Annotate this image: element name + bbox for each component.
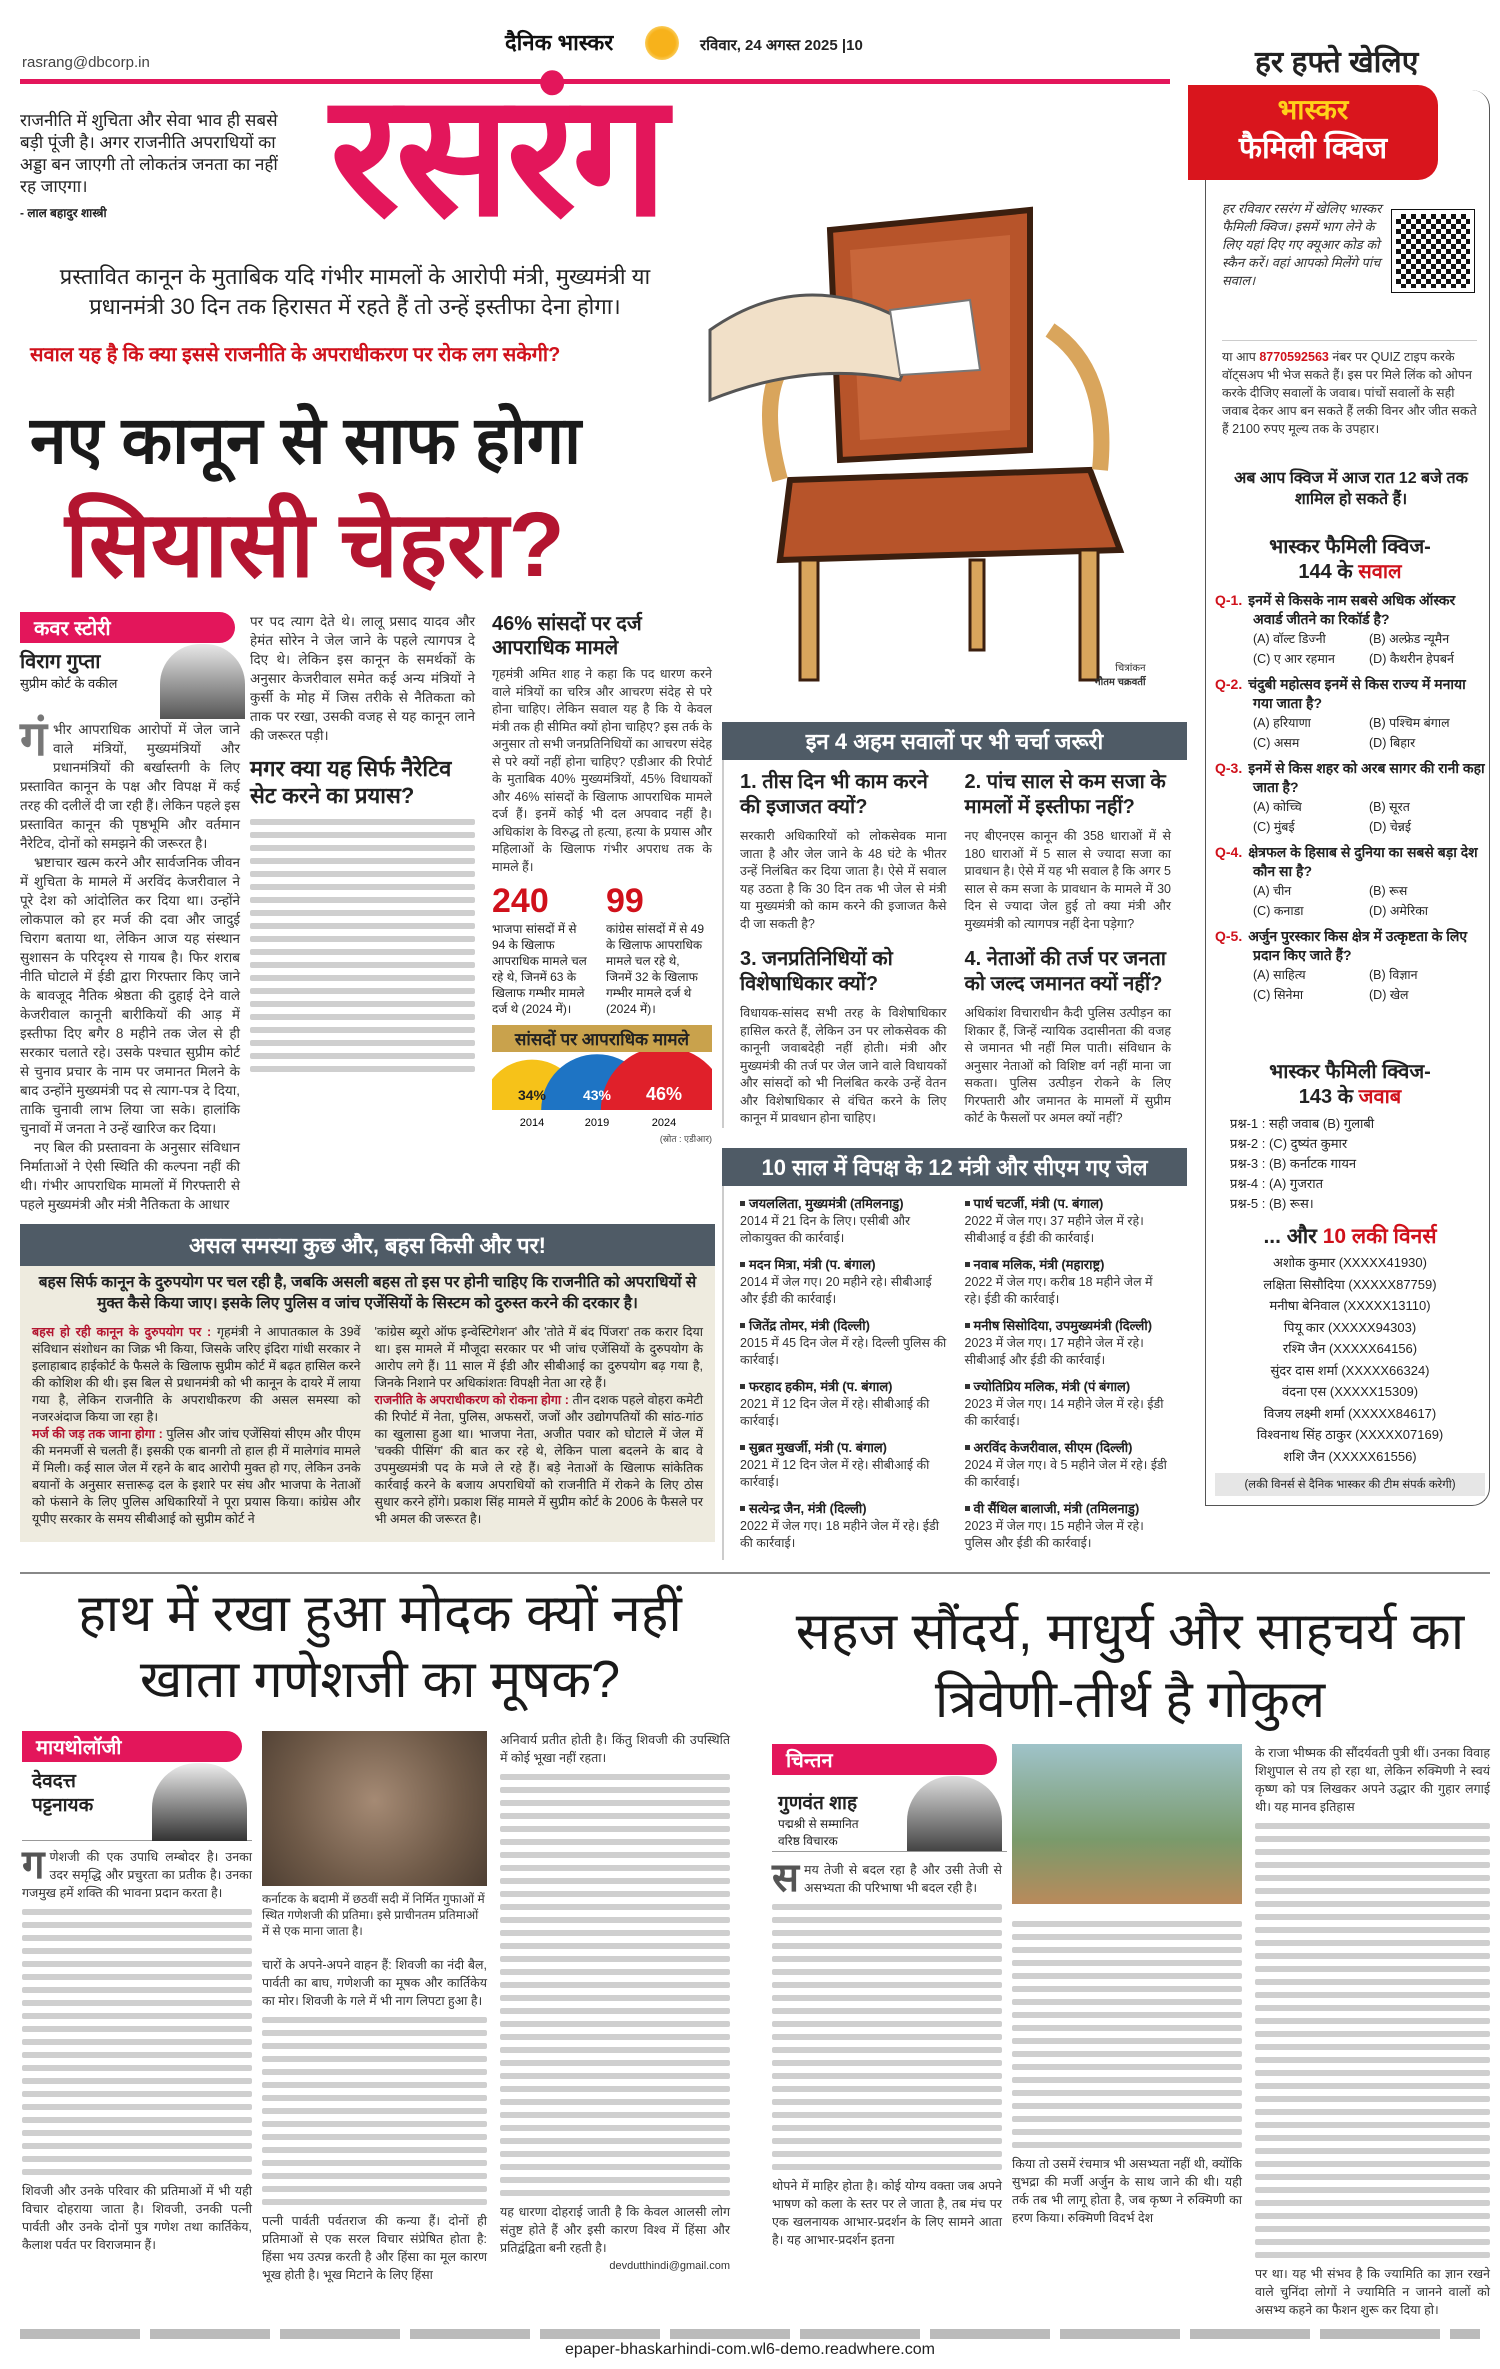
quiz-deadline: अब आप क्विज में आज रात 12 बजे तक शामिल हो सकते हैं। (1234, 470, 1468, 508)
author-photo (160, 644, 245, 719)
jailed-name: वी सैंथिल बालाजी, मंत्री (तमिलनाडु) (973, 1501, 1140, 1516)
jailed-detail: 2014 में 21 दिन के लिए। एसीबी और लोकायुक्त की कार्रवाई। (740, 1214, 911, 1245)
question-text (1215, 591, 1485, 629)
question-label: Q-3. (1215, 760, 1243, 776)
quiz-questions (1215, 535, 1485, 1005)
question-heading: 2. पांच साल से कम सजा के मामलों में इस्तीफा नहीं? (964, 771, 1166, 818)
bullet-icon (965, 1384, 970, 1389)
chart-value-label: 43% (582, 1087, 612, 1103)
quiz-option: (C) मुंबई (1253, 820, 1295, 834)
email-link[interactable]: rasrang@dbcorp.in (22, 54, 150, 71)
options (1215, 965, 1485, 1005)
author-sketch (907, 1776, 1002, 1851)
quiz-option: (B) अल्फ्रेड न्यूमैन (1369, 632, 1450, 646)
quiz-question (1215, 591, 1485, 669)
quiz-option: (C) कनाडा (1253, 904, 1304, 918)
paragraph: पुलिस और जांच एजेंसियां सीएम और पीएम की मनमर्जी से चलती हैं। इसकी एक बानगी तो हाल ही में मालेगांव मामले में मिली। कई साल जेल में रहने के बाद आरोपी मुक्त हो गए, लेकिन उनके बयानों के अनुसार सत्तारूढ़ दल के इशारे पर संघ और भाजपा के नेताओं को फंसाने के लिए पुलिस अधिकारियों ने पूरा प्रयास किया। कांग्रेस और यूपीए सरकार के समय सीबीआई को सुप्रीम कोर्ट ने (32, 1427, 361, 1526)
text: नंबर पर QUIZ टाइप करके वॉट्सअप भी भेज सकते हैं। इस पर मिले लिंक को ओपन करके दीजिए सवालों के जवाब। पांचों सवालों के सही जवाब देकर आप बन सकते हैं लकी विनर और जीत सकते हैं 2100 रुपए मूल्य तक के उपहार। (1222, 350, 1477, 436)
section-title: इन 4 अहम सवालों पर भी चर्चा जरूरी (722, 722, 1187, 760)
quiz-question (1215, 675, 1485, 753)
illustration-credit (1095, 660, 1146, 688)
quiz-option: (D) कैथरीन हेपबर्न (1369, 652, 1454, 666)
jailed-section (722, 1148, 1187, 1560)
quiz-option: (B) रूस (1369, 884, 1408, 898)
options (1215, 713, 1485, 753)
mythology-headline: हाथ में रखा हुआ मोदक क्यों नहीं खाता गणेशजी का मूषक? (78, 1585, 682, 1709)
paragraph: भीर आपराधिक आरोपों में जेल जाने वाले मंत्रियों, मुख्यमंत्रियों और प्रधानमंत्रियों की बर्खास्तगी के लिए प्रस्तावित कानून के पक्ष और विपक्ष में कई तरह की दलीलें दी जा रही हैं। लेकिन पहले इस प्रस्तावित कानून की पृष्ठभूमि और वर्तमान नैरेटिव, दोनों को समझने की जरूरत है। (20, 722, 240, 851)
drop-cap: ग (22, 1843, 45, 1887)
quiz-logo-line-1: भास्कर (1277, 94, 1349, 125)
chart-source: (स्रोत : एडीआर) (659, 1134, 712, 1144)
quiz-logo-line-2: फैमिली क्विज (1238, 132, 1388, 165)
bullet-icon (740, 1445, 745, 1450)
bullet-icon (740, 1262, 745, 1267)
quiz-answer: प्रश्न-2 : (C) दुष्यंत कुमार (1230, 1136, 1348, 1151)
cover-story-tag: कवर स्टोरी (20, 612, 235, 643)
question-label: Q-1. (1215, 592, 1243, 608)
jailed-detail: 2022 में जेल गए। 18 महीने जेल में रहे। ईडी की कार्रवाई। (740, 1519, 939, 1550)
cover-column-1 (20, 713, 240, 1214)
quiz-option: (A) हरियाणा (1253, 716, 1311, 730)
subheading: मगर क्या यह सिर्फ नैरेटिव सेट करने का प्रयास? (250, 756, 452, 808)
chintan-tag: चिन्तन (772, 1744, 997, 1775)
jailed-item (740, 1499, 947, 1552)
cover-intro: प्रस्तावित कानून के मुताबिक यदि गंभीर मामलों के आरोपी मंत्री, मुख्यमंत्री या प्रधानमंत्री 30 दिन तक हिरासत में रहते हैं तो उन्हें इस्तीफा देना होगा। (59, 264, 651, 319)
jailed-name: पार्थ चटर्जी, मंत्री (प. बंगाल) (973, 1196, 1104, 1211)
paragraph: यह धारणा दोहराई जाती है कि केवल आलसी लोग संतुष्ट होते हैं और इसी कारण विश्व में हिंसा और प्रतिद्वंद्विता बनी रहती है। (500, 2205, 730, 2255)
bullet-icon (740, 1384, 745, 1389)
stats-row (492, 882, 712, 1017)
author-name: देवदत्त पट्टनायक (32, 1771, 94, 1816)
author-sketch (152, 1763, 247, 1841)
paragraph: पर था। यह भी संभव है कि ज्यामिति का ज्ञान रखने वाले चुनिंदा लोगों ने ज्यामिति न जानने वालों को असभ्य कहने का फैशन शुरू कर दिया हो। (1255, 2267, 1490, 2317)
quiz-question (1215, 843, 1485, 921)
jailed-item (740, 1255, 947, 1308)
four-questions-section (722, 722, 1187, 1128)
mythology-col-3 (500, 1731, 730, 2275)
paragraph: अनिवार्य प्रतीत होती है। किंतु शिवजी की उपस्थिति में कोई भूखा नहीं रहता। (500, 1733, 730, 1765)
jailed-name: मनीष सिसोदिया, उपमुख्यमंत्री (दिल्ली) (973, 1318, 1153, 1333)
jailed-item (965, 1499, 1172, 1552)
section-divider (20, 1572, 1490, 1574)
jailed-name: सुब्रत मुखर्जी, मंत्री (प. बंगाल) (749, 1440, 887, 1455)
quiz-question (1215, 927, 1485, 1005)
quiz-title: भास्कर फैमिली क्विज- (1269, 536, 1431, 558)
mythology-col-1 (22, 1843, 252, 2254)
quote-author: - लाल बहादुर शास्त्री (20, 206, 107, 220)
jailed-name: ज्योतिप्रिय मलिक, मंत्री (पं बंगाल) (973, 1379, 1131, 1394)
author-title: सुप्रीम कोर्ट के वकील (20, 676, 118, 691)
stat-text: कांग्रेस सांसदों में से 49 के खिलाफ आपराधिक मामले चल रहे थे, जिनमें 32 के खिलाफ गम्भीर मामले दर्ज थे (2024 में)। (606, 922, 704, 1016)
qr-code[interactable] (1392, 210, 1474, 292)
author-email[interactable]: devdutthindi@gmail.com (609, 2260, 730, 2272)
question-item (740, 770, 947, 933)
box-lead: बहस सिर्फ कानून के दुरुपयोग पर चल रही है, जबकि असली बहस तो इस पर होनी चाहिए कि राजनीति को अपराधियों से मुक्त कैसे किया जाए। इसके लिए पुलिस व जांच एजेंसियों के सिस्टम को दुरुस्त करने की दरकार है। (38, 1274, 697, 1312)
quiz-number: 144 के (1298, 561, 1353, 583)
options (1215, 797, 1485, 837)
paragraph: के राजा भीष्मक की सौंदर्यवती पुत्री थीं। उनका विवाह शिशुपाल से तय हो रहा था, लेकिन रुक्मिणी ने स्वयं कृष्ण को पत्र लिखकर अपने उद्धार की गुहार लगाई थी। यह मानव इतिहास (1255, 1746, 1490, 1814)
mythology-col-2 (262, 1956, 487, 2284)
quiz-option: (C) ए आर रहमान (1253, 652, 1335, 666)
jailed-detail: 2021 में 12 दिन जेल में रहे। सीबीआई की कार्रवाई। (740, 1397, 930, 1428)
quiz-title-red: सवाल (1358, 561, 1402, 583)
bullet-icon (965, 1323, 970, 1328)
paragraph: नए बिल की प्रस्तावना के अनुसार संविधान निर्माताओं ने ऐसी स्थिति की कल्पना नहीं की थी। गंभीर आपराधिक मामलों में गिरफ्तारी से पहले मुख्यमंत्री और मंत्री नैतिकता के आधार (20, 1140, 240, 1212)
question-text (1215, 927, 1485, 965)
quiz-logo (1188, 85, 1438, 180)
credit-label: चित्रांकन (1115, 663, 1146, 674)
paragraph: गृहमंत्री ने आपातकाल के 39वें संविधान संशोधन का जिक्र भी किया, जिसके जरिए इंदिरा गांधी सरकार ने इलाहाबाद हाईकोर्ट के फैसले के खिलाफ सुप्रीम कोर्ट में बढ़त हासिल करने की कोशिश की थी। इस बिल से प्रधानमंत्री को भी कानून के दायरे में लाया गया है, लेकिन राजनीति के अपराधीकरण की असल समस्या को नजरअंदाज किया जा रहा है। (32, 1325, 361, 1424)
question-body: विधायक-सांसद सभी तरह के विशेषाधिकार हासिल करते हैं, लेकिन उन पर लोकसेवक की कानूनी जवाबदेही नहीं होती। मंत्री और मुख्यमंत्री की तर्ज पर जेल जाने वाले विधायकों और सांसदों को भी निलंबित करके उन्हें वेतन और विशेषाधिकार से वंचित करने के लिए कानून में प्रावधान होना चाहिए। (740, 1006, 947, 1125)
section-title: 10 साल में विपक्ष के 12 मंत्री और सीएम गए जेल (722, 1148, 1187, 1186)
bullet-icon (740, 1323, 745, 1328)
chair-illustration (690, 200, 1190, 710)
cover-column-2 (250, 612, 475, 1079)
question-text (1215, 675, 1485, 713)
stat-text: भाजपा सांसदों में से 94 के खिलाफ आपराधिक मामले चल रहे थे, जिनमें 63 के खिलाफ गम्भीर मामले दर्ज थे (2024 में)। (492, 922, 587, 1016)
credit-name: गौतम चक्रवर्ती (1095, 677, 1146, 688)
jailed-item (965, 1377, 1172, 1430)
answers-title-red: जवाब (1358, 1086, 1402, 1108)
quiz-phone-number[interactable]: 8770592563 (1259, 350, 1329, 364)
jailed-name: सत्येन्द्र जैन, मंत्री (दिल्ली) (749, 1501, 867, 1516)
winner-name: मनीषा बेनिवाल (XXXXX13110) (1269, 1298, 1431, 1313)
jailed-item (965, 1255, 1172, 1308)
chart-year-label: 2014 (519, 1117, 545, 1129)
paragraph: गृहमंत्री अमित शाह ने कहा कि पद धारण करने वाले मंत्रियों का चरित्र और आचरण संदेह से परे होना चाहिए। लेकिन सवाल यह है कि ये केवल मंत्री तक ही सीमित क्यों होना चाहिए? इस तर्क के अनुसार तो सभी जनप्रतिनिधियों का आचरण संदेह से परे क्यों नहीं होना चाहिए? एडीआर की रिपोर्ट के मुताबिक 40% मुख्यमंत्रियों, 45% विधायकों और 46% सांसदों के खिलाफ आपराधिक मामले दर्ज हैं। इनमें कोई भी दल अपवाद नहीं है। अधिकांश के विरुद्ध तो हत्या, हत्या के प्रयास और महिलाओं के खिलाफ गंभीर अपराध तक के मामले हैं। (492, 667, 712, 874)
quiz-question (1215, 759, 1485, 837)
quiz-answer: प्रश्न-5 : (B) रूस। (1230, 1196, 1314, 1211)
para-head: बहस हो रही कानून के दुरुपयोग पर : (32, 1325, 212, 1339)
winners-footer: (लकी विनर्स से दैनिक भास्कर की टीम संपर्क करेगी) (1215, 1473, 1485, 1496)
jailed-item (965, 1194, 1172, 1247)
quiz-option: (A) कोच्चि (1253, 800, 1302, 814)
winner-name: विश्वनाथ सिंह ठाकुर (XXXXX07169) (1256, 1427, 1444, 1442)
question-label: Q-5. (1215, 928, 1243, 944)
epaper-url[interactable]: epaper-bhaskarhindi-com.wl6-demo.readwhere.com (565, 2341, 935, 2358)
question-heading: 3. जनप्रतिनिधियों को विशेषाधिकार क्यों? (740, 948, 893, 995)
jailed-item (740, 1438, 947, 1491)
winner-name: वंदना एस (XXXXX15309) (1281, 1384, 1419, 1399)
winner-name: अशोक कुमार (XXXXX41930) (1273, 1255, 1427, 1270)
jailed-detail: 2021 में 12 दिन जेल में रहे। सीबीआई की कार्रवाई। (740, 1458, 930, 1489)
question-body: अधिकांश विचाराधीन कैदी पुलिस उत्पीड़न का शिकार हैं, जिन्हें न्यायिक उदासीनता की वजह से जमानत भी नहीं मिल पाती। संविधान के अनुसार नेताओं को विशिष्ट वर्ग नहीं माना जा सकता। पुलिस उत्पीड़न रोकने के लिए गिरफ्तारी और जमानत के मामलों में सुप्रीम कोर्ट के फैसलों पर अमल क्यों नहीं? (964, 1006, 1171, 1125)
para-head: राजनीति के अपराधीकरण को रोकना होगा : (374, 1393, 569, 1407)
bullet-icon (965, 1506, 970, 1511)
bullet-icon (740, 1201, 745, 1206)
options (1215, 881, 1485, 921)
bullet-icon (965, 1262, 970, 1267)
quote-box (20, 110, 290, 221)
jailed-detail: 2014 में जेल गए। 20 महीने रहे। सीबीआई और ईडी की कार्रवाई। (740, 1275, 932, 1306)
ganesha-photo (262, 1731, 487, 1886)
winners-pre: ... और (1263, 1225, 1317, 1248)
answers-title: भास्कर फैमिली क्विज- (1269, 1061, 1431, 1083)
headline-line-1: नए कानून से साफ होगा (30, 403, 582, 477)
author-name: गुणवंत शाह (778, 1793, 858, 1814)
options (1215, 629, 1485, 669)
drop-cap: गं (20, 713, 48, 766)
issue-date: रविवार, 24 अगस्त 2025 |10 (700, 37, 863, 54)
text-lines (1012, 1921, 1242, 2148)
quiz-option: (C) सिनेमा (1253, 988, 1304, 1002)
question-label: Q-4. (1215, 844, 1243, 860)
krishna-painting (1012, 1744, 1242, 1904)
winner-name: विजय लक्ष्मी शर्मा (XXXXX84617) (1263, 1405, 1437, 1421)
headline-line-2: सियासी चेहरा? (65, 494, 565, 596)
chart-value-label: 46% (645, 1084, 683, 1104)
text-lines (262, 2017, 487, 2205)
chintan-byline (772, 1744, 1007, 1852)
jailed-detail: 2023 में जेल गए। 14 महीने जेल में रहे। ईडी की कार्रवाई। (964, 1397, 1164, 1428)
question-body: क्षेत्रफल के हिसाब से दुनिया का सबसे बड़ा देश कौन सा है? (1248, 844, 1478, 879)
real-problem-box (20, 1224, 715, 1542)
question-body: इनमें से किस शहर को अरब सागर की रानी कहा जाता है? (1248, 760, 1485, 795)
bullet-icon (965, 1445, 970, 1450)
quiz-option: (B) विज्ञान (1369, 968, 1418, 982)
cover-byline (20, 612, 240, 692)
winner-name: शशि जैन (XXXXX61556) (1283, 1448, 1417, 1464)
chintan-headline: सहज सौंदर्य, माधुर्य और साहचर्य का त्रिवेणी-तीर्थ है गोकुल (795, 1603, 1465, 1729)
chintan-col-2 (1012, 1914, 1242, 2227)
chart-year-label: 2019 (584, 1117, 610, 1129)
quiz-option: (B) पश्चिम बंगाल (1369, 716, 1450, 730)
newspaper-logo: दैनिक भास्कर (505, 30, 614, 55)
paragraph: किया तो उसमें रंचमात्र भी असभ्यता नहीं थी, क्योंकि सुभद्रा की मर्जी अर्जुन के साथ जाने की थी। यही तर्क तब भी लागू होता है, जब कृष्ण ने रुक्मिणी का हरण किया। रुक्मिणी विदर्भ देश (1012, 2157, 1242, 2225)
question-body: अर्जुन पुरस्कार किस क्षेत्र में उत्कृष्टता के लिए प्रदान किए जाते हैं? (1248, 928, 1468, 963)
jailed-detail: 2024 में जेल गए। वे 5 महीने जेल में रहे। ईडी की कार्रवाई। (964, 1458, 1167, 1489)
text: या आप (1222, 350, 1256, 364)
jailed-item (740, 1316, 947, 1369)
question-body: इनमें से किसके नाम सबसे अधिक ऑस्कर अवार्ड जीतने का रिकॉर्ड है? (1248, 592, 1456, 627)
jailed-name: नवाब मलिक, मंत्री (महाराष्ट्र) (973, 1257, 1105, 1272)
jailed-item (740, 1377, 947, 1430)
quiz-option: (D) बिहार (1369, 736, 1416, 750)
quiz-promo-title: हर हफ्ते खेलिए (1255, 46, 1419, 79)
rasrang-logo: रसरंग (330, 61, 664, 251)
text-lines (250, 819, 475, 1072)
quote-text: राजनीति में शुचिता और सेवा भाव ही सबसे बड़ी पूंजी है। अगर राजनीति अपराधियों का अड्डा बन जाएगी तो लोकतंत्र जनता का नहीं रह जाएगा। (20, 111, 278, 196)
chintan-col-3 (1255, 1744, 1490, 2319)
winner-name: पियू कार (XXXXX94303) (1283, 1319, 1417, 1335)
author-title: वरिष्ठ विचारक (778, 1834, 838, 1848)
quiz-option: (A) वॉल्ट डिज्नी (1253, 632, 1326, 646)
paragraph: पर पद त्याग देते थे। लालू प्रसाद यादव और हेमंत सोरेन ने जेल जाने के पहले त्यागपत्र दे दिए थे। लेकिन इस कानून के समर्थकों के अनुसार केजरीवाल समेत कई अन्य मंत्रियों ने कुर्सी के मोह में जिस तरीके से नैतिकता को ताक पर रखा, उसकी वजह से यह कानून लाने की जरूरत पड़ी। (250, 614, 475, 743)
jailed-detail: 2023 में जेल गए। 15 महीने जेल में रहे। पुलिस और ईडी की कार्रवाई। (964, 1519, 1144, 1550)
author-title: पद्मश्री से सम्मानित (778, 1817, 859, 1831)
quiz-option: (A) चीन (1253, 884, 1292, 898)
quiz-option: (D) अमेरिका (1369, 904, 1429, 918)
quiz-option: (C) असम (1253, 736, 1300, 750)
jailed-detail: 2023 में जेल गए। 17 महीने जेल में रहे। सीबीआई और ईडी की कार्रवाई। (964, 1336, 1144, 1367)
paragraph: थोपने में माहिर होता है। कोई योग्य वक्ता जब अपने भाषण को कला के स्तर पर ले जाता है, तब मंच पर एक खलनायक आभार-प्रदर्शन के लिए सामने आता है। यह आभार-प्रदर्शन इतना (772, 2179, 1002, 2247)
text-lines (772, 1904, 1002, 2170)
drop-cap: स (772, 1856, 800, 1900)
paragraph: मय तेजी से बदल रहा है और उसी तेजी से असभ्यता की परिभाषा भी बदल रही है। (804, 1863, 1002, 1895)
chart-value-label: 34% (517, 1087, 547, 1103)
jailed-name: मदन मित्रा, मंत्री (प. बंगाल) (749, 1257, 876, 1272)
question-item (740, 947, 947, 1128)
jailed-name: जयललिता, मुख्यमंत्री (तमिलनाडु) (749, 1196, 904, 1211)
paragraph: शिवजी और उनके परिवार की प्रतिमाओं में भी यही विचार दोहराया जाता है। शिवजी, उनकी पत्नी पार्वती और उनके दोनों पुत्र गणेश तथा कार्तिकेय, कैलाश पर्वत पर विराजमान हैं। (22, 2184, 252, 2252)
jailed-detail: 2022 में जेल गए। 37 महीने जेल में रहे। सीबीआई व ईडी की कार्रवाई। (964, 1214, 1144, 1245)
paragraph: णेशजी की एक उपाधि लम्बोदर है। उनका उदर समृद्धि और प्रचुरता का प्रतीक है। उनका गजमुख हमें शक्ति की भावना प्रदान करता है। (22, 1850, 252, 1900)
cover-column-3 (492, 612, 712, 1145)
paragraph: चारों के अपने-अपने वाहन हैं: शिवजी का नंदी बैल, पार्वती का बाघ, गणेशजी का मूषक और कार्तिकेय का मोर। शिवजी के गले में भी नाग लिपटा हुआ है। (262, 1958, 487, 2008)
winners-title: 10 लकी विनर्स (1322, 1225, 1437, 1248)
paragraph: पत्नी पार्वती पर्वतराज की कन्या हैं। दोनों ही प्रतिमाओं से एक सरल विचार संप्रेषित होता है: हिंसा भय उत्पन्न करती है और हिंसा का मूल कारण भूख होती है। भूख मिटाने के लिए हिंसा (262, 2214, 487, 2282)
criminal-cases-chart (492, 1052, 712, 1132)
paragraph: तीन दशक पहले वोहरा कमेटी की रिपोर्ट में नेता, पुलिस, अफसरों, जजों और उद्योगपतियों की सांठ-गांठ का खुलासा हुआ था। भाजपा नेता, अजीत पवार को घोटाले में जेल में 'चक्की पीसिंग' की बात कर रहे थे, लेकिन पाला बदलने के बाद वे उपमुख्यमंत्री पद के मजे ले रहे हैं। बड़े नेताओं के खिलाफ सांकेतिक कार्रवाई करने के बजाय अपराधियों को राजनीति में रोकने के लिए ठोस सुधार करने होंगे। प्रकाश सिंह मामले में सुप्रीम कोर्ट के 2006 के फैसले पर भी अमल की जरूरत है। (374, 1393, 703, 1526)
quiz-whatsapp (1222, 348, 1480, 438)
jailed-name: अरविंद केजरीवाल, सीएम (दिल्ली) (973, 1440, 1133, 1455)
jailed-detail: 2015 में 45 दिन जेल में रहे। दिल्ली पुलिस की कार्रवाई। (740, 1336, 947, 1367)
jailed-name: जितेंद्र तोमर, मंत्री (दिल्ली) (749, 1318, 870, 1333)
quiz-answer: प्रश्न-3 : (B) कर्नाटक गायन (1230, 1156, 1357, 1171)
chart-title: सांसदों पर आपराधिक मामले (492, 1025, 712, 1052)
question-body: चंदुबी महोत्सव इनमें से किस राज्य में मनाया गया जाता है? (1248, 676, 1466, 711)
quiz-answer: प्रश्न-4 : (A) गुजरात (1230, 1176, 1323, 1191)
quiz-option: (A) साहित्य (1253, 968, 1306, 982)
jailed-item (965, 1316, 1172, 1369)
bullet-icon (965, 1201, 970, 1206)
chart-year-label: 2024 (651, 1117, 677, 1129)
cover-question: सवाल यह है कि क्या इससे राजनीति के अपराधीकरण पर रोक लग सकेगी? (30, 344, 561, 366)
question-label: Q-2. (1215, 676, 1243, 692)
quiz-answer: प्रश्न-1 : सही जवाब (B) गुलाबी (1230, 1116, 1375, 1131)
question-text (1215, 843, 1485, 881)
box-columns (20, 1320, 715, 1532)
jailed-item (740, 1194, 947, 1247)
divider (1222, 340, 1477, 341)
subheading: 46% सांसदों पर दर्ज आपराधिक मामले (492, 613, 642, 659)
question-heading: 1. तीस दिन भी काम करने की इजाजत क्यों? (740, 771, 928, 818)
winner-name: लक्षिता सिसौदिया (XXXXX87759) (1263, 1276, 1437, 1292)
answers-number: 143 के (1298, 1086, 1354, 1108)
stat-bjp (492, 882, 592, 1017)
author-name: विराग गुप्ता (20, 651, 101, 673)
quiz-option: (B) सूरत (1369, 800, 1410, 814)
question-heading: 4. नेताओं की तर्ज पर जनता को जल्द जमानत क्यों नहीं? (964, 948, 1166, 995)
jailed-name: फरहाद हकीम, मंत्री (प. बंगाल) (749, 1379, 893, 1394)
text-lines (22, 1909, 252, 2175)
chintan-col-1 (772, 1856, 1002, 2249)
mythology-byline (22, 1731, 252, 1841)
quiz-option: (D) खेल (1369, 988, 1409, 1002)
text-lines (500, 1774, 730, 2196)
question-item (965, 770, 1172, 933)
stat-number: 99 (606, 882, 644, 920)
para-head: मर्ज की जड़ तक जाना होगा : (32, 1427, 163, 1441)
paragraph: भ्रष्टाचार खत्म करने और सार्वजनिक जीवन में शुचिता के मामले में अरविंद केजरीवाल ने पूरे देश को आंदोलित कर दिया था। उन्होंने लोकपाल को हर मर्ज की दवा और जादुई चिराग बताया था, लेकिन आज यह संस्थान सुशासन के परिदृश्य से गायब है। फिर शराब नीति घोटाले में ईडी द्वारा गिरफ्तार किए जाने के बावजूद नैतिक श्रेष्ठता की दुहाई देने वाले केजरीवाल कानूनी बारीकियों की आड़ में इस्तीफा दिए बगैर 8 महीने तक जेल से ही सरकार चलाते रहे। उसके पश्चात सुप्रीम कोर्ट से चुनाव प्रचार के नाम पर जमानत मिलने के बाद उन्होंने मुख्यमंत्री पद से त्याग-पत्र दे दिया, ताकि चुनावी लाभ लिया जा सके। हालांकि चुनावों में जनता ने उन्हें खारिज कर दिया। (20, 855, 240, 1136)
bullet-icon (740, 1506, 745, 1511)
quiz-option: (D) चेन्नई (1369, 820, 1412, 834)
text-lines (1255, 1823, 1490, 2258)
winner-name: सुंदर दास शर्मा (XXXXX66324) (1270, 1362, 1430, 1378)
stat-number: 240 (492, 882, 549, 920)
print-color-bar (20, 2329, 1480, 2339)
quiz-intro: हर रविवार रसरंग में खेलिए भास्कर फैमिली क्विज। इसमें भाग लेने के लिए यहां दिए गए क्यूआर कोड को स्कैन करें। वहां आपको मिलेंगे पांच सवाल। (1222, 201, 1382, 288)
box-title: असल समस्या कुछ और, बहस किसी और पर! (20, 1224, 715, 1266)
mythology-tag: मायथोलॉजी (22, 1731, 242, 1762)
winner-name: रश्मि जैन (XXXXX64156) (1282, 1341, 1418, 1356)
quiz-answers (1215, 1060, 1485, 1496)
stat-congress (606, 882, 706, 1017)
question-body: नए बीएनएस कानून की 358 धाराओं में से 180 धाराओं में 5 साल से ज्यादा सजा का प्रावधान है। ऐसे में यह भी सवाल है कि अगर 5 साल से कम सजा के प्रावधान के मामले में 30 दिन से ज्यादा जेल हुई तो क्या मंत्री और मुख्यमंत्री को त्यागपत्र नहीं देना पड़ेगा? (964, 829, 1171, 931)
paragraph: 'कांग्रेस ब्यूरो ऑफ इन्वेस्टिगेशन' और 'तोते में बंद पिंजरा' तक करार दिया था। इस मामले में मौजूदा सरकार पर भी जांच एजेंसियों के दुरुपयोग के आरोप लगे हैं। 11 साल में ईडी और सीबीआई का दुरुपयोग बढ़ गया है, जिनके निशाने पर अधिकांशतः विपक्षी नेता आ रहे हैं। (374, 1325, 703, 1390)
photo-caption: कर्नाटक के बदामी में छठवीं सदी में निर्मित गुफाओं में स्थित गणेशजी की प्रतिमा। इसे प्राचीनतम प्रतिमाओं में से एक माना जाता है। (262, 1892, 485, 1938)
jailed-item (965, 1438, 1172, 1491)
jailed-detail: 2022 में जेल गए। करीब 18 महीने जेल में रहे। ईडी की कार्रवाई। (964, 1275, 1153, 1306)
sun-logo-icon (645, 26, 679, 60)
question-text (1215, 759, 1485, 797)
question-body: सरकारी अधिकारियों को लोकसेवक माना जाता है और जेल जाने के 48 घंटे के भीतर उन्हें निलंबित कर दिया जाता है। ऐसे में सवाल यह उठता है कि 30 दिन तक भी जेल से मंत्री या मुख्यमंत्री को काम करने की इजाजत कैसे दी जा सकती है? (740, 829, 947, 931)
question-item (965, 947, 1172, 1128)
